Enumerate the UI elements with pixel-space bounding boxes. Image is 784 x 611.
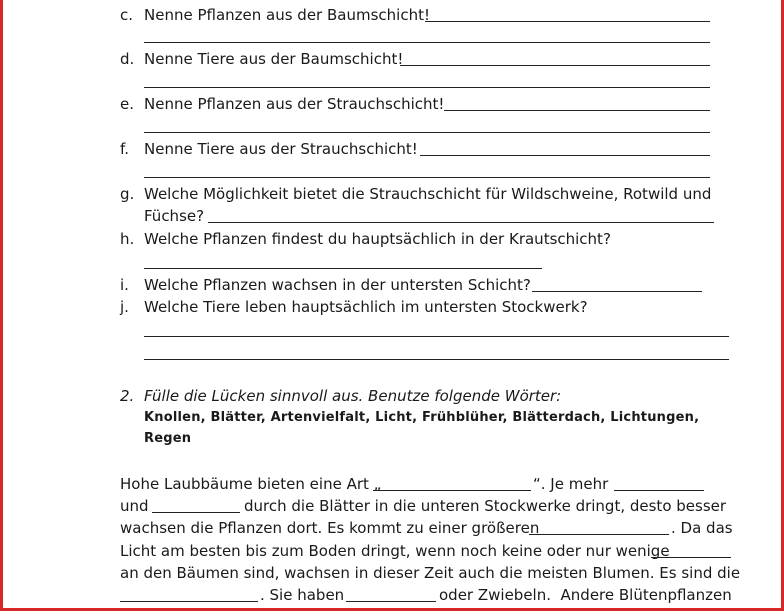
paragraph-text: Hohe Laubbäume bieten eine Art „ <box>120 475 382 493</box>
paragraph-text: durch die Blätter in die unteren Stockwerke dringt, desto besser <box>244 497 727 515</box>
gap-line[interactable] <box>120 601 258 602</box>
answer-line[interactable] <box>144 336 729 337</box>
task-number: 2. <box>120 387 135 405</box>
paragraph-text: . Da das <box>671 519 733 537</box>
gap-line[interactable] <box>346 601 436 602</box>
answer-line[interactable] <box>144 87 710 88</box>
question-letter: d. <box>120 50 135 68</box>
word-bank-line-2: Regen <box>144 431 192 446</box>
question-letter: e. <box>120 95 134 113</box>
answer-line[interactable] <box>144 42 710 43</box>
gap-line[interactable] <box>373 490 531 491</box>
gap-line[interactable] <box>529 534 669 535</box>
gap-line[interactable] <box>614 490 704 491</box>
question-letter: g. <box>120 185 135 203</box>
question-letter: f. <box>120 140 129 158</box>
paragraph-text: an den Bäumen sind, wachsen in dieser Zeit auch die meisten Blumen. Es sind die <box>120 564 741 582</box>
answer-line[interactable] <box>532 291 702 292</box>
paragraph-text: oder Zwiebeln. Andere Blütenpflanzen <box>439 586 732 604</box>
gap-line[interactable] <box>651 557 731 558</box>
question-h-text: Welche Pflanzen findest du hauptsächlich in der Krautschicht? <box>144 230 611 248</box>
question-e-text: Nenne Pflanzen aus der Strauchschicht! <box>144 95 445 113</box>
gap-line[interactable] <box>152 512 240 513</box>
task-instruction: Fülle die Lücken sinnvoll aus. Benutze folgende Wörter: <box>144 387 562 405</box>
question-letter: j. <box>120 298 129 316</box>
question-g-text: Welche Möglichkeit bietet die Strauchschicht für Wildschweine, Rotwild und <box>144 185 712 203</box>
question-i-text: Welche Pflanzen wachsen in der untersten Schicht? <box>144 276 531 294</box>
answer-line[interactable] <box>144 177 710 178</box>
answer-line[interactable] <box>425 21 710 22</box>
worksheet <box>3 0 784 611</box>
answer-line[interactable] <box>420 155 710 156</box>
paragraph-text: . Sie haben <box>260 586 345 604</box>
question-letter: i. <box>120 276 129 294</box>
answer-line[interactable] <box>208 222 714 223</box>
question-letter: c. <box>120 6 134 24</box>
question-f-text: Nenne Tiere aus der Strauchschicht! <box>144 140 418 158</box>
paragraph-text: Licht am besten bis zum Boden dringt, wenn noch keine oder nur wenige <box>120 542 670 560</box>
answer-line[interactable] <box>144 268 542 269</box>
question-d-text: Nenne Tiere aus der Baumschicht! <box>144 50 404 68</box>
paragraph-text: “. Je mehr <box>533 475 609 493</box>
word-bank-line-1: Knollen, Blätter, Artenvielfalt, Licht, Frühblüher, Blätterdach, Lichtungen, <box>144 410 700 425</box>
question-j-text: Welche Tiere leben hauptsächlich im untersten Stockwerk? <box>144 298 588 316</box>
answer-line[interactable] <box>144 359 729 360</box>
paragraph-text: und <box>120 497 149 515</box>
question-c-text: Nenne Pflanzen aus der Baumschicht! <box>144 6 430 24</box>
paragraph-text: wachsen die Pflanzen dort. Es kommt zu einer größeren <box>120 519 540 537</box>
question-g-text-continued: Füchse? <box>144 207 205 225</box>
question-letter: h. <box>120 230 135 248</box>
answer-line[interactable] <box>444 110 710 111</box>
answer-line[interactable] <box>144 132 710 133</box>
answer-line[interactable] <box>400 65 710 66</box>
